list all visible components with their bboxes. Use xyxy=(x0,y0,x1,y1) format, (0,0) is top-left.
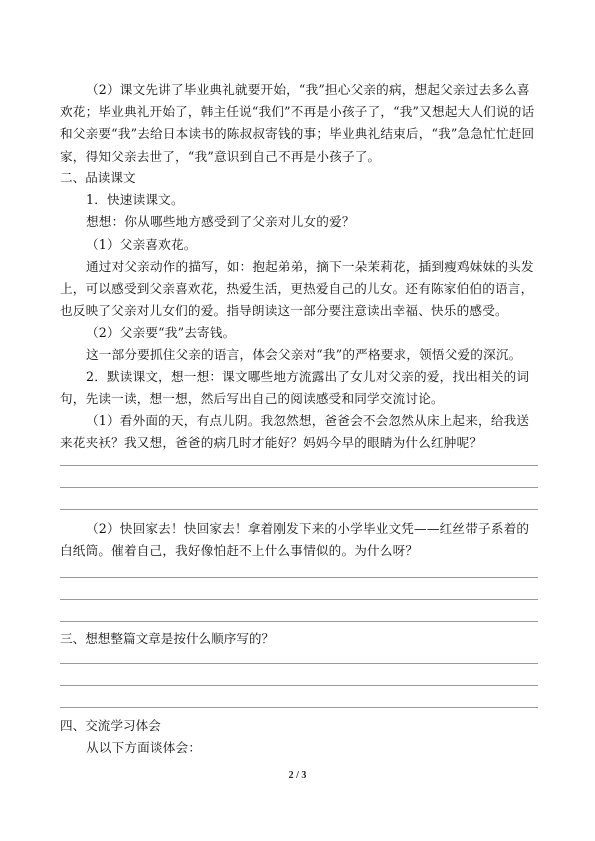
sub-item-1-heading: （1）父亲喜欢花。 xyxy=(86,237,197,252)
sub-item-2-heading: （2）父亲要“我”去寄钱。 xyxy=(86,325,236,340)
answer-line[interactable] xyxy=(60,707,538,708)
answer-line[interactable] xyxy=(60,509,538,510)
item-1-heading: 1．快速读课文。 xyxy=(86,192,184,207)
answer-line[interactable] xyxy=(60,621,538,622)
summary-paragraph-2: （2）课文先讲了毕业典礼就要开始，“我”担心父亲的病，想起父亲过去多么喜欢花；毕业典礼开始了，韩主任说“我们”不再是小孩子了，“我”又想起大人们说的话和父亲要“我”去给日本读书的陈叔叔寄钱的事；毕业典礼结束后，“我”急急忙忙赶回家，得知父亲去世了，“我”意识到自己不再是小孩子了。 xyxy=(60,82,535,164)
sub-item-2-text: 这一部分要抓住父亲的语言，体会父亲对“我”的严格要求，领悟父爱的深沉。 xyxy=(86,347,522,362)
question-2-text: （2）快回家去！快回家去！拿着刚发下来的小学毕业文凭——红丝带子系着的白纸筒。催着自己，我好像怕赶不上什么事情似的。为什么呀？ xyxy=(60,521,530,559)
answer-line[interactable] xyxy=(60,577,538,578)
item-2-text: 2．默读课文，想一想：课文哪些地方流露出了女儿对父亲的爱，找出相关的词句，先读一读，想一想，然后写出自己的阅读感受和同学交流讨论。 xyxy=(60,369,530,407)
answer-line[interactable] xyxy=(60,663,538,664)
item-1-question: 想想：你从哪些地方感受到了父亲对儿女的爱？ xyxy=(86,214,355,229)
answer-line[interactable] xyxy=(60,685,538,686)
section-3-heading: 三、想想整篇文章是按什么顺序写的？ xyxy=(60,631,275,646)
answer-line[interactable] xyxy=(60,487,538,488)
sub-item-1-text: 通过对父亲动作的描写，如：抱起弟弟，摘下一朵茉莉花，插到瘦鸡妹妹的头发上，可以感受到父亲喜欢花，热爱生活，更热爱自己的儿女。还有陈家伯伯的语言，也反映了父亲对儿女们的爱。指导朗读这一部分要注意读出幸福、快乐的感受。 xyxy=(60,259,534,319)
page-number: 2 / 3 xyxy=(288,770,307,781)
answer-line[interactable] xyxy=(60,465,538,466)
answer-line[interactable] xyxy=(60,599,538,600)
section-4-text: 从以下方面谈体会： xyxy=(86,740,202,755)
section-4-heading: 四、交流学习体会 xyxy=(60,718,161,733)
section-2-heading: 二、品读课文 xyxy=(60,170,136,185)
question-1-text: （1）看外面的天，有点儿阴。我忽然想，爸爸会不会忽然从床上起来，给我送来花夹袄？我又想，爸爸的病几时才能好？妈妈今早的眼睛为什么红肿呢？ xyxy=(60,413,530,451)
